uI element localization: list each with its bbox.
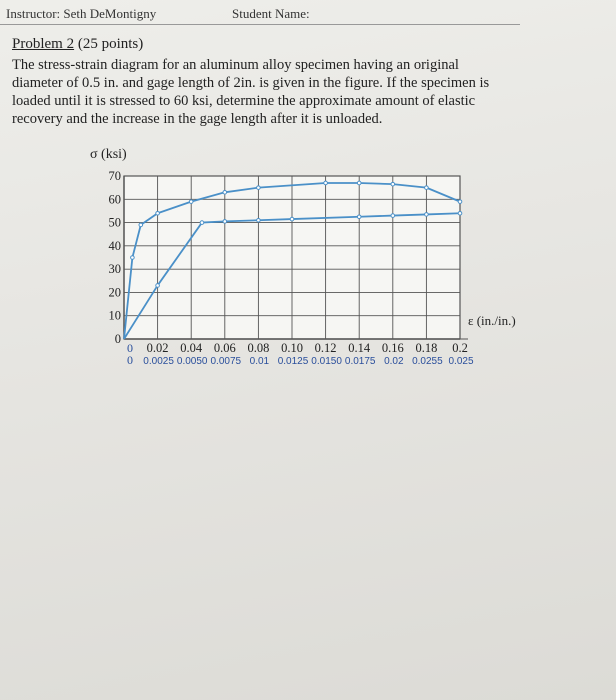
x-tick-label-upper: 0: [127, 341, 133, 355]
x-axis-label: ε (in./in.): [468, 313, 516, 328]
y-tick-label: 30: [108, 262, 121, 277]
x-tick-label-lower: 0.0050: [176, 356, 208, 367]
x-tick-label-lower: 0.0150: [311, 356, 342, 367]
data-point: [257, 218, 261, 222]
statement-line: loaded until it is stressed to 60 ksi, determine the approximate amount of elastic: [12, 93, 476, 109]
data-point: [357, 215, 361, 219]
statement-line: The stress-strain diagram for an aluminum alloy specimen having an original: [12, 57, 459, 73]
x-tick-label-lower: 0.0025: [143, 356, 174, 367]
data-point: [425, 186, 429, 190]
data-point: [156, 284, 160, 288]
x-tick-label-lower: 0.02: [384, 356, 404, 367]
y-tick-label: 60: [108, 192, 121, 207]
instructor-line: Instructor: Seth DeMontigny: [6, 6, 157, 21]
problem-number: Problem 2: [12, 36, 75, 52]
student-name-label: Student Name:: [232, 6, 310, 21]
x-tick-label-upper: 0.04: [180, 341, 203, 355]
x-tick-label-lower: 0.025: [448, 356, 474, 367]
x-tick-labels: [127, 341, 474, 367]
y-tick-labels: [109, 169, 122, 346]
x-tick-label-lower: 0: [127, 353, 133, 367]
data-point: [425, 213, 429, 217]
problem-points: (25 points): [77, 36, 144, 52]
y-tick-label: 70: [108, 169, 121, 183]
y-tick-label: 10: [108, 308, 121, 323]
data-point: [131, 256, 135, 260]
data-point: [458, 200, 462, 204]
x-tick-label-upper: 0.06: [213, 341, 236, 355]
y-tick-label: 40: [108, 238, 121, 253]
x-tick-label-upper: 0.08: [247, 341, 270, 355]
x-tick-label-lower: 0.0125: [277, 356, 309, 367]
statement-line: diameter of 0.5 in. and gage length of 2in. is given in the figure. If the specimen is: [12, 75, 490, 91]
data-point: [139, 223, 143, 227]
x-tick-label-upper: 0.02: [146, 341, 169, 355]
data-point: [290, 217, 294, 221]
y-axis-label: σ (ksi): [90, 147, 127, 162]
x-tick-label-lower: 0.01: [249, 356, 270, 367]
data-point: [257, 186, 261, 190]
x-tick-label-lower: 0.0255: [412, 356, 443, 367]
y-tick-label: 20: [108, 285, 121, 300]
data-point: [357, 181, 361, 185]
y-tick-label: 0: [114, 332, 121, 346]
data-point: [189, 200, 193, 204]
data-point: [391, 214, 395, 218]
x-tick-label-upper: 0.16: [381, 341, 404, 355]
data-point: [223, 191, 227, 195]
data-point: [458, 211, 462, 215]
statement-line: recovery and the increase in the gage length after it is unloaded.: [12, 111, 383, 127]
x-tick-label-upper: 0.12: [314, 341, 337, 355]
y-tick-label: 50: [108, 215, 121, 230]
data-point: [391, 182, 395, 186]
data-point: [324, 181, 328, 185]
x-tick-label-upper: 0.2: [452, 341, 468, 355]
x-tick-label-upper: 0.10: [281, 341, 303, 355]
data-point: [223, 220, 227, 224]
x-tick-label-lower: 0.0075: [210, 356, 242, 367]
data-point: [200, 221, 204, 225]
x-tick-label-upper: 0.14: [348, 341, 371, 355]
x-tick-label-upper: 0.18: [415, 341, 438, 355]
data-point: [156, 211, 160, 215]
x-tick-label-lower: 0.0175: [344, 356, 376, 367]
